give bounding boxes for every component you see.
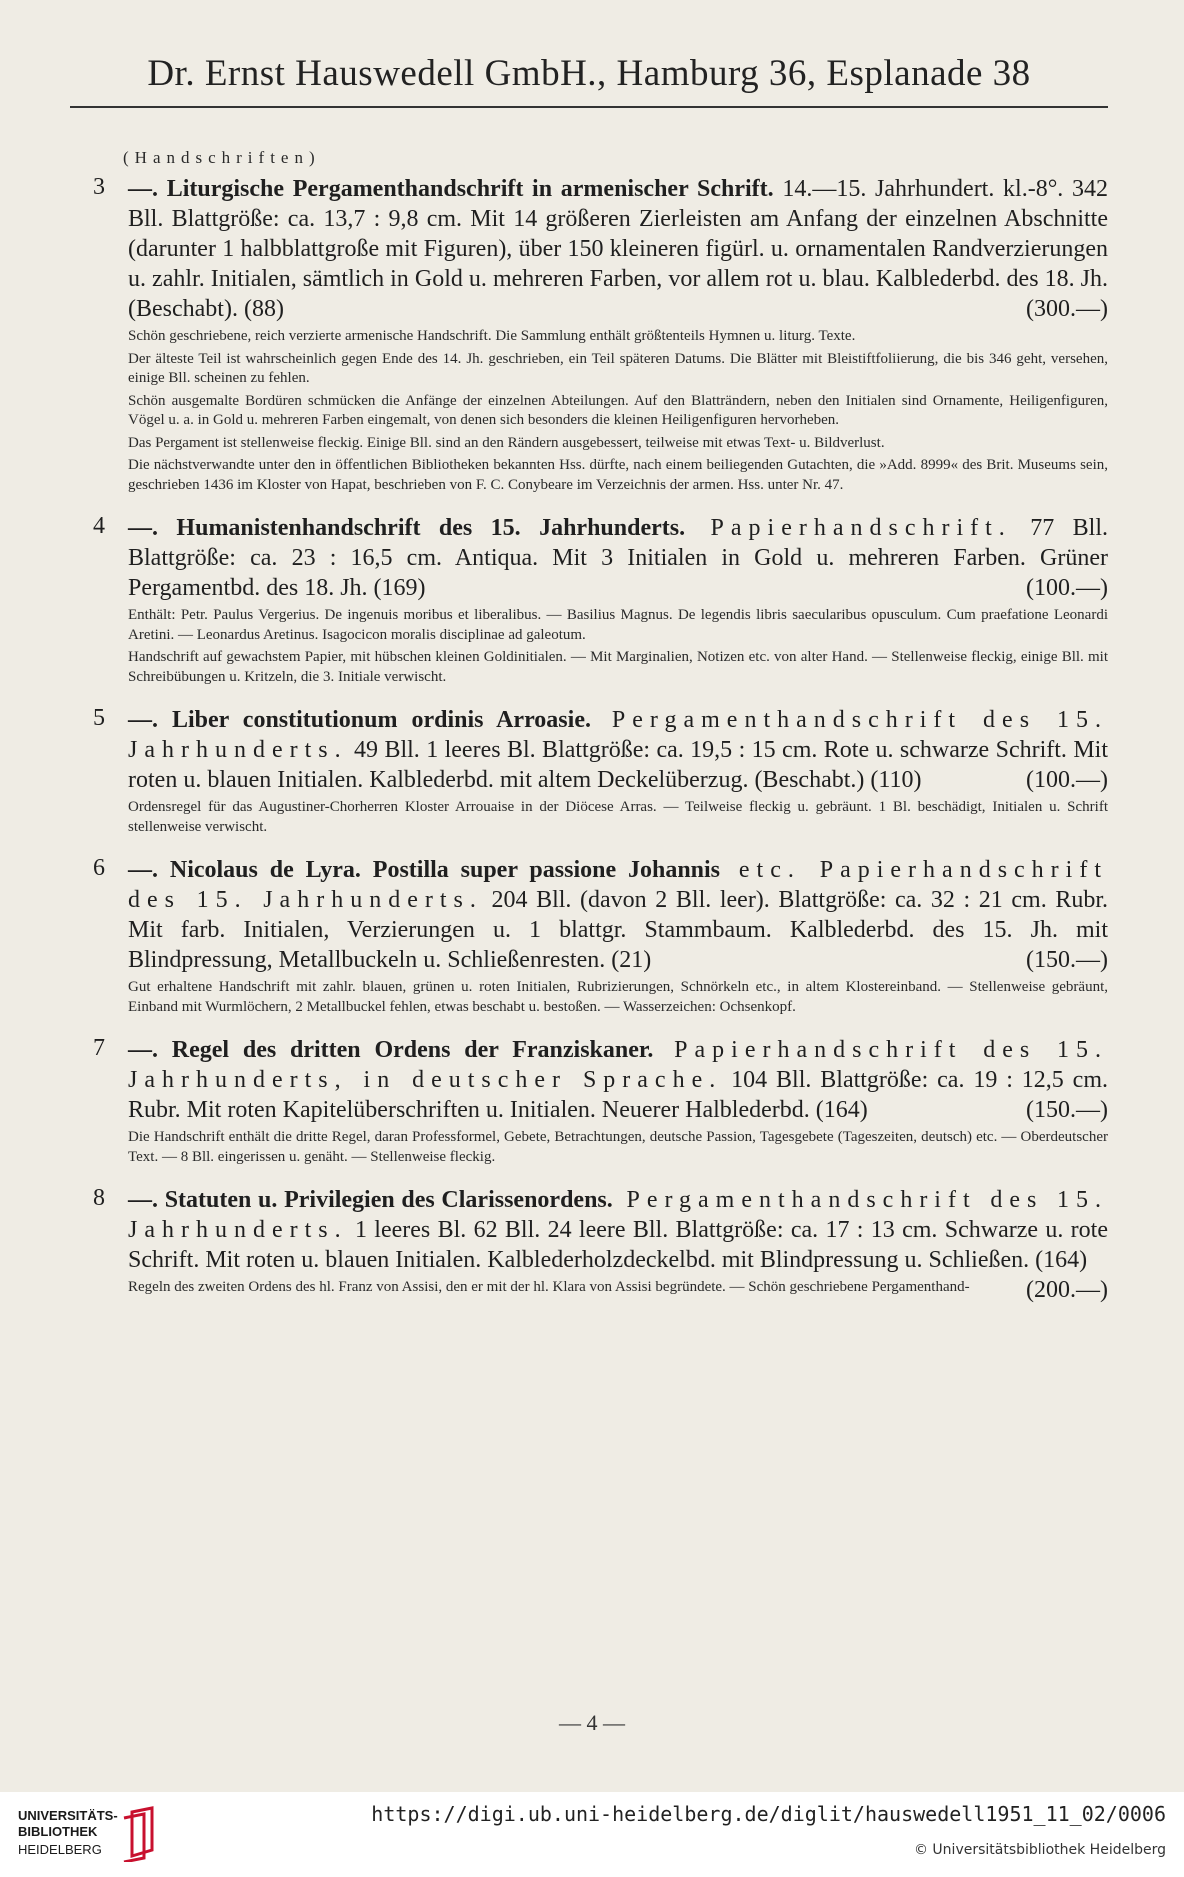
entry-description (128, 1035, 1108, 1125)
logo-line-3: HEIDELBERG (18, 1842, 102, 1857)
catalog-entry (93, 705, 1108, 837)
entry-type: etc. Papierhandschrift des 15. Jahrhunderts. (128, 857, 1109, 913)
entry-price: (150.—) (1026, 947, 1108, 973)
catalog-entry (93, 174, 1108, 495)
entry-number: 3 (93, 174, 105, 200)
entry-note: Ordensregel für das Augustiner-Chorherren Kloster Arrouaise in der Diöcese Arras. — Teilweise fleckig u. gebräunt. 1 Bl. beschädigt, Initialen u. Schrift stellenweise verwischt. (128, 799, 1108, 835)
entry-price: (200.—) (1026, 1277, 1108, 1303)
entry-price: (100.—) (1026, 767, 1108, 793)
entry-number: 5 (93, 705, 105, 731)
entry-type: Pergamenthandschrift des 15. Jahrhunderts. (128, 1187, 1108, 1243)
entry-price: (100.—) (1026, 575, 1108, 601)
entry-title: —. Nicolaus de Lyra. Postilla super passione Johannis (128, 857, 721, 883)
page-number: — 4 — (559, 1710, 625, 1735)
entry-title: —. Liber constitutionum ordinis Arroasie. (128, 707, 591, 733)
catalog-entry (93, 513, 1108, 687)
entry-note: Handschrift auf gewachstem Papier, mit hübschen kleinen Goldinitialen. — Mit Marginalien, Notizen etc. von alter Hand. — Stellenweise fleckig, einige Bll. mit Schreibübungen u. Kritzeln, die 3. Initiale verwischt. (128, 649, 1108, 685)
entry-description (128, 855, 1108, 975)
entry-note: Die Handschrift enthält die dritte Regel, daran Professformel, Gebete, Betrachtungen, deutsche Passion, Tagesgebete (Tageszeiten, deutsch) etc. — Oberdeutscher Text. — 8 Bll. eingerissen u. genäht. — Stellenweise fleckig. (128, 1129, 1108, 1165)
entry-list (93, 174, 1109, 1303)
copyright-notice: © Universitätsbibliothek Heidelberg (913, 1842, 1166, 1858)
entry-description (128, 705, 1108, 795)
entry-type: Papierhandschrift. (685, 515, 1012, 541)
entry-price: (300.—) (1026, 296, 1108, 322)
catalog-entry (93, 1035, 1108, 1167)
entry-details: 77 Bll. Blattgröße: ca. 23 : 16,5 cm. Antiqua. Mit 3 Initialen in Gold u. mehreren Farben. Grüner Pergamentbd. des 18. Jh. (169) (128, 515, 1108, 601)
entry-details: 1 leeres Bl. 62 Bll. 24 leere Bll. Blattgröße: ca. 17 : 13 cm. Schwarze u. rote Schrift. Mit roten u. blauen Initialen. Kalblederholzdeckelbd. mit Blindpressung u. Schließen. (164) (128, 1217, 1108, 1273)
entry-price: (150.—) (1026, 1097, 1108, 1123)
entry-note: Schön geschriebene, reich verzierte armenische Handschrift. Die Sammlung enthält größtenteils Hymnen u. liturg. Texte. (128, 328, 856, 344)
logo-line-2: BIBLIOTHEK (18, 1824, 98, 1839)
entry-number: 8 (93, 1185, 105, 1211)
entry-title: —. Statuten u. Privilegien des Clarissenordens. (128, 1187, 613, 1213)
entry-type: Pergamenthandschrift des 15. Jahrhunderts. (128, 707, 1108, 763)
section-label: (Handschriften) (123, 148, 321, 167)
entry-details: 14.—15. Jahrhundert. kl.-8°. 342 Bll. Blattgröße: ca. 13,7 : 9,8 cm. Mit 14 größeren Zierleisten am Anfang der einzelnen Abschnitte (darunter 1 halbblattgroße mit Figuren), über 150 kleineren figürl. u. ornamentalen Randverzierungen u. zahlr. Initialen, sämtlich in Gold u. mehreren Farben, vor allem rot u. blau. Kalblederbd. des 18. Jh. (Beschabt). (88) (128, 176, 1109, 322)
entry-details: 204 Bll. (davon 2 Bll. leer). Blattgröße: ca. 32 : 21 cm. Rubr. Mit farb. Initialen, Verzierungen u. 1 blattgr. Stammbaum. Kalblederbd. des 15. Jh. mit Blindpressung, Metallbuckeln u. Schließenresten. (21) (128, 887, 1109, 973)
entry-description (128, 174, 1108, 324)
entry-details: 49 Bll. 1 leeres Bl. Blattgröße: ca. 19,5 : 15 cm. Rote u. schwarze Schrift. Mit roten u. blauen Initialen. Kalblederbd. mit altem Deckelüberzug. (Beschabt.) (110) (128, 737, 1108, 793)
entry-note: Der älteste Teil ist wahrscheinlich gegen Ende des 14. Jh. geschrieben, ein Teil späteren Datums. Die Blätter mit Bleistiftfoliierung, die bis 346 geht, versehen, einige Bll. scheinen zu fehlen. (128, 350, 1108, 386)
entry-description (128, 513, 1108, 603)
entry-note: Regeln des zweiten Ordens des hl. Franz von Assisi, den er mit der hl. Klara von Assisi begründete. — Schön geschriebene Pergamenthand- (128, 1279, 970, 1295)
entry-title: —. Humanistenhandschrift des 15. Jahrhunderts. (128, 515, 686, 541)
library-footer (0, 1792, 1184, 1877)
entry-title: —. Liturgische Pergamenthandschrift in armenischer Schrift. (128, 176, 774, 202)
entry-note: Schön ausgemalte Bordüren schmücken die Anfänge der einzelnen Abteilungen. Auf den Blatträndern, neben den Initialen sind Ornamente, Heiligenfiguren, Vögel u. a. in Gold u. mehreren Farben eingemalt, von denen sich besonders die kleinen Heiligenfiguren hervorheben. (128, 392, 1108, 428)
entry-note: Das Pergament ist stellenweise fleckig. Einige Bll. sind an den Rändern ausgebessert, teilweise mit etwas Text- u. Bildverlust. (128, 434, 885, 451)
entry-number: 4 (93, 513, 105, 539)
page-header: Dr. Ernst Hauswedell GmbH., Hamburg 36, Esplanade 38 (147, 53, 1031, 94)
library-logo-icon (118, 1806, 160, 1862)
entry-note: Die nächstverwandte unter den in öffentlichen Bibliotheken bekannten Hss. dürfte, nach einem beiliegenden Gutachten, die »Add. 8999« des Brit. Museums sein, geschrieben 1436 im Kloster von Hapat, beschrieben von F. C. Conybeare im Verzeichnis der armen. Hss. unter Nr. 47. (128, 457, 1108, 493)
catalog-entry (93, 855, 1108, 1017)
header-rule (70, 106, 1108, 108)
catalog-content (93, 148, 1108, 1316)
permalink-url[interactable]: https://digi.ub.uni-heidelberg.de/diglit/hauswedell1951_11_02/0006 (371, 1802, 1166, 1826)
catalog-entry (93, 1185, 1108, 1303)
library-logo[interactable] (18, 1804, 168, 1866)
entry-details: 104 Bll. Blattgröße: ca. 19 : 12,5 cm. Rubr. Mit roten Kapitelüberschriften u. Initialen. Neuerer Halblederbd. (164) (128, 1067, 1108, 1123)
entry-note: Enthält: Petr. Paulus Vergerius. De ingenuis moribus et liberalibus. — Basilius Magnus. De legendis libris saecularibus opusculum. Cum praefatione Leonardi Aretini. — Leonardus Aretinus. Isagocicon moralis disciplinae ad galeotum. (128, 607, 1108, 643)
entry-note: Gut erhaltene Handschrift mit zahlr. blauen, grünen u. roten Initialen, Rubrizierungen, Schnörkeln etc., in altem Klostereinband. — Stellenweise gebräunt, Einband mit Wurmlöchern, 2 Metallbuckel fehlen, etwas beschabt u. bestoßen. — Wasserzeichen: Ochsenkopf. (128, 979, 1108, 1015)
entry-title: —. Regel des dritten Ordens der Franziskaner. (128, 1037, 654, 1063)
entry-number: 7 (93, 1035, 105, 1061)
entry-number: 6 (93, 855, 105, 881)
entry-type: Papierhandschrift des 15. Jahrhunderts, in deutscher Sprache. (128, 1037, 1108, 1093)
logo-line-1: UNIVERSITÄTS- (18, 1808, 118, 1823)
